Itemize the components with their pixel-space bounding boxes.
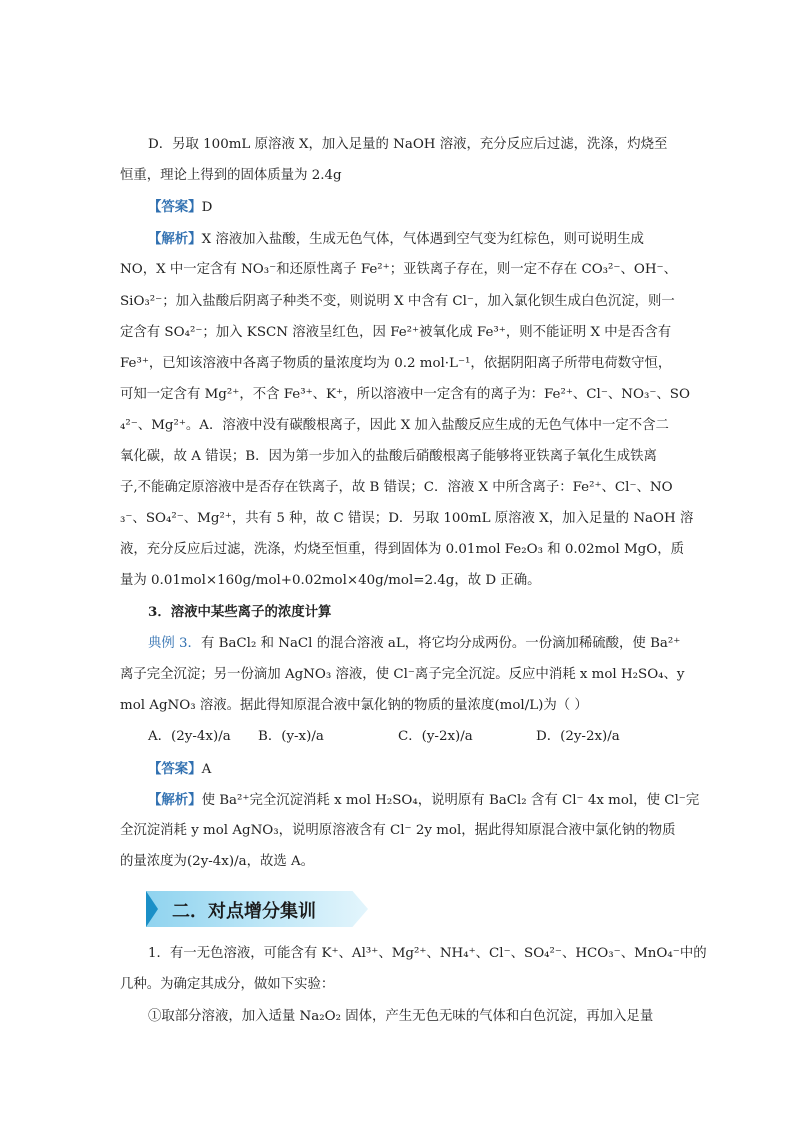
option-d: D．(2y-2x)/a [536,729,620,744]
answer-tag: 【答案】 [148,199,202,215]
example-tag: 典例 3． [148,636,201,651]
banner-arrow-icon [146,891,158,927]
text-line: 的量浓度为(2y-4x)/a，故选 A。 [120,854,315,869]
text-line: 离子完全沉淀；另一份滴加 AgNO₃ 溶液，使 Cl⁻离子完全沉淀。反应中消耗 x mol H₂SO₄、y [120,667,685,682]
text-line: 几种。为确定其成分，做如下实验： [120,977,335,992]
text-line: 定含有 SO₄²⁻；加入 KSCN 溶液呈红色，因 Fe²⁺被氧化成 Fe³⁺，则不能证明 X 中是否含有 [120,325,672,340]
question-line: 1．有一无色溶液，可能含有 K⁺、Al³⁺、Mg²⁺、NH₄⁺、Cl⁻、SO₄²⁻、HCO₃⁻、MnO₄⁻中的 [148,946,707,961]
subsection-heading: 3．溶液中某些离子的浓度计算 [148,604,332,620]
text-line: mol AgNO₃ 溶液。据此得知原混合液中氯化钠的物质的量浓度(mol/L)为（ ） [120,698,588,713]
text-line: ①取部分溶液，加入适量 Na₂O₂ 固体，产生无色无味的气体和白色沉淀，再加入足量 [148,1009,654,1024]
option-c: C．(y-2x)/a [398,729,473,744]
answer-line [148,759,676,780]
text-line: ₄²⁻、Mg²⁺。A．溶液中没有碳酸根离子，因此 X 加入盐酸反应生成的无色气体中一定不含二 [120,418,669,433]
answer-value: A [201,762,212,777]
text-line: 恒重，理论上得到的固体质量为 2.4g [120,168,342,183]
analysis-tag: 【解析】 [148,231,202,247]
section-banner [146,891,368,927]
example-line: 典例 3．有 BaCl₂ 和 NaCl 的混合溶液 aL，将它均分成两份。一份滴加稀硫酸，使 Ba²⁺ [148,636,681,651]
text-line: 子,不能确定原溶液中是否存在铁离子，故 B 错误；C．溶液 X 中所含离子：Fe²⁺、Cl⁻、NO [120,480,673,495]
answer-line [148,197,676,218]
text-line: Fe³⁺，已知该溶液中各离子物质的量浓度均为 0.2 mol·L⁻¹，依据阴阳离子所带电荷数守恒， [120,356,672,371]
text-line: 可知一定含有 Mg²⁺，不含 Fe³⁺、K⁺，所以溶液中一定含有的离子为：Fe²⁺、Cl⁻、NO₃⁻、SO [120,387,690,402]
text-line: 全沉淀消耗 y mol AgNO₃，说明原溶液含有 Cl⁻ 2y mol，据此得知原混合液中氯化钠的物质 [120,823,676,838]
text-line: 氧化碳，故 A 错误；B．因为第一步加入的盐酸后硝酸根离子能够将亚铁离子氧化生成铁离 [120,449,657,464]
answer-tag: 【答案】 [148,761,202,777]
analysis-line: 【解析】X 溶液加入盐酸，生成无色气体，气体遇到空气变为红棕色，则可说明生成 [148,231,644,247]
text-line: NO，X 中一定含有 NO₃⁻和还原性离子 Fe²⁺；亚铁离子存在，则一定不存在 CO₃²⁻、OH⁻、 [120,262,677,277]
option-a: A．(2y-4x)/a [148,729,231,744]
text-line: D．另取 100mL 原溶液 X，加入足量的 NaOH 溶液，充分反应后过滤，洗涤，灼烧至 [148,137,668,152]
option-b: B．(y-x)/a [258,729,324,744]
analysis-line: 【解析】使 Ba²⁺完全沉淀消耗 x mol H₂SO₄，说明原有 BaCl₂ 含有 Cl⁻ 4x mol，使 Cl⁻完 [148,792,700,808]
text-line: ₃⁻、SO₄²⁻、Mg²⁺，共有 5 种，故 C 错误；D．另取 100mL 原溶液 X，加入足量的 NaOH 溶 [120,511,694,526]
text-line: SiO₃²⁻；加入盐酸后阴离子种类不变，则说明 X 中含有 Cl⁻，加入氯化钡生成白色沉淀，则一 [120,294,675,309]
analysis-tag: 【解析】 [148,792,202,808]
answer-value: D [201,200,213,215]
text-line: 量为 0.01mol×160g/mol+0.02mol×40g/mol=2.4g，故 D 正确。 [120,573,541,588]
text-line: 液，充分反应后过滤，洗涤，灼烧至恒重，得到固体为 0.01mol Fe₂O₃ 和 0.02mol MgO，质 [120,542,684,557]
section-title: 二．对点增分集训 [172,901,316,922]
